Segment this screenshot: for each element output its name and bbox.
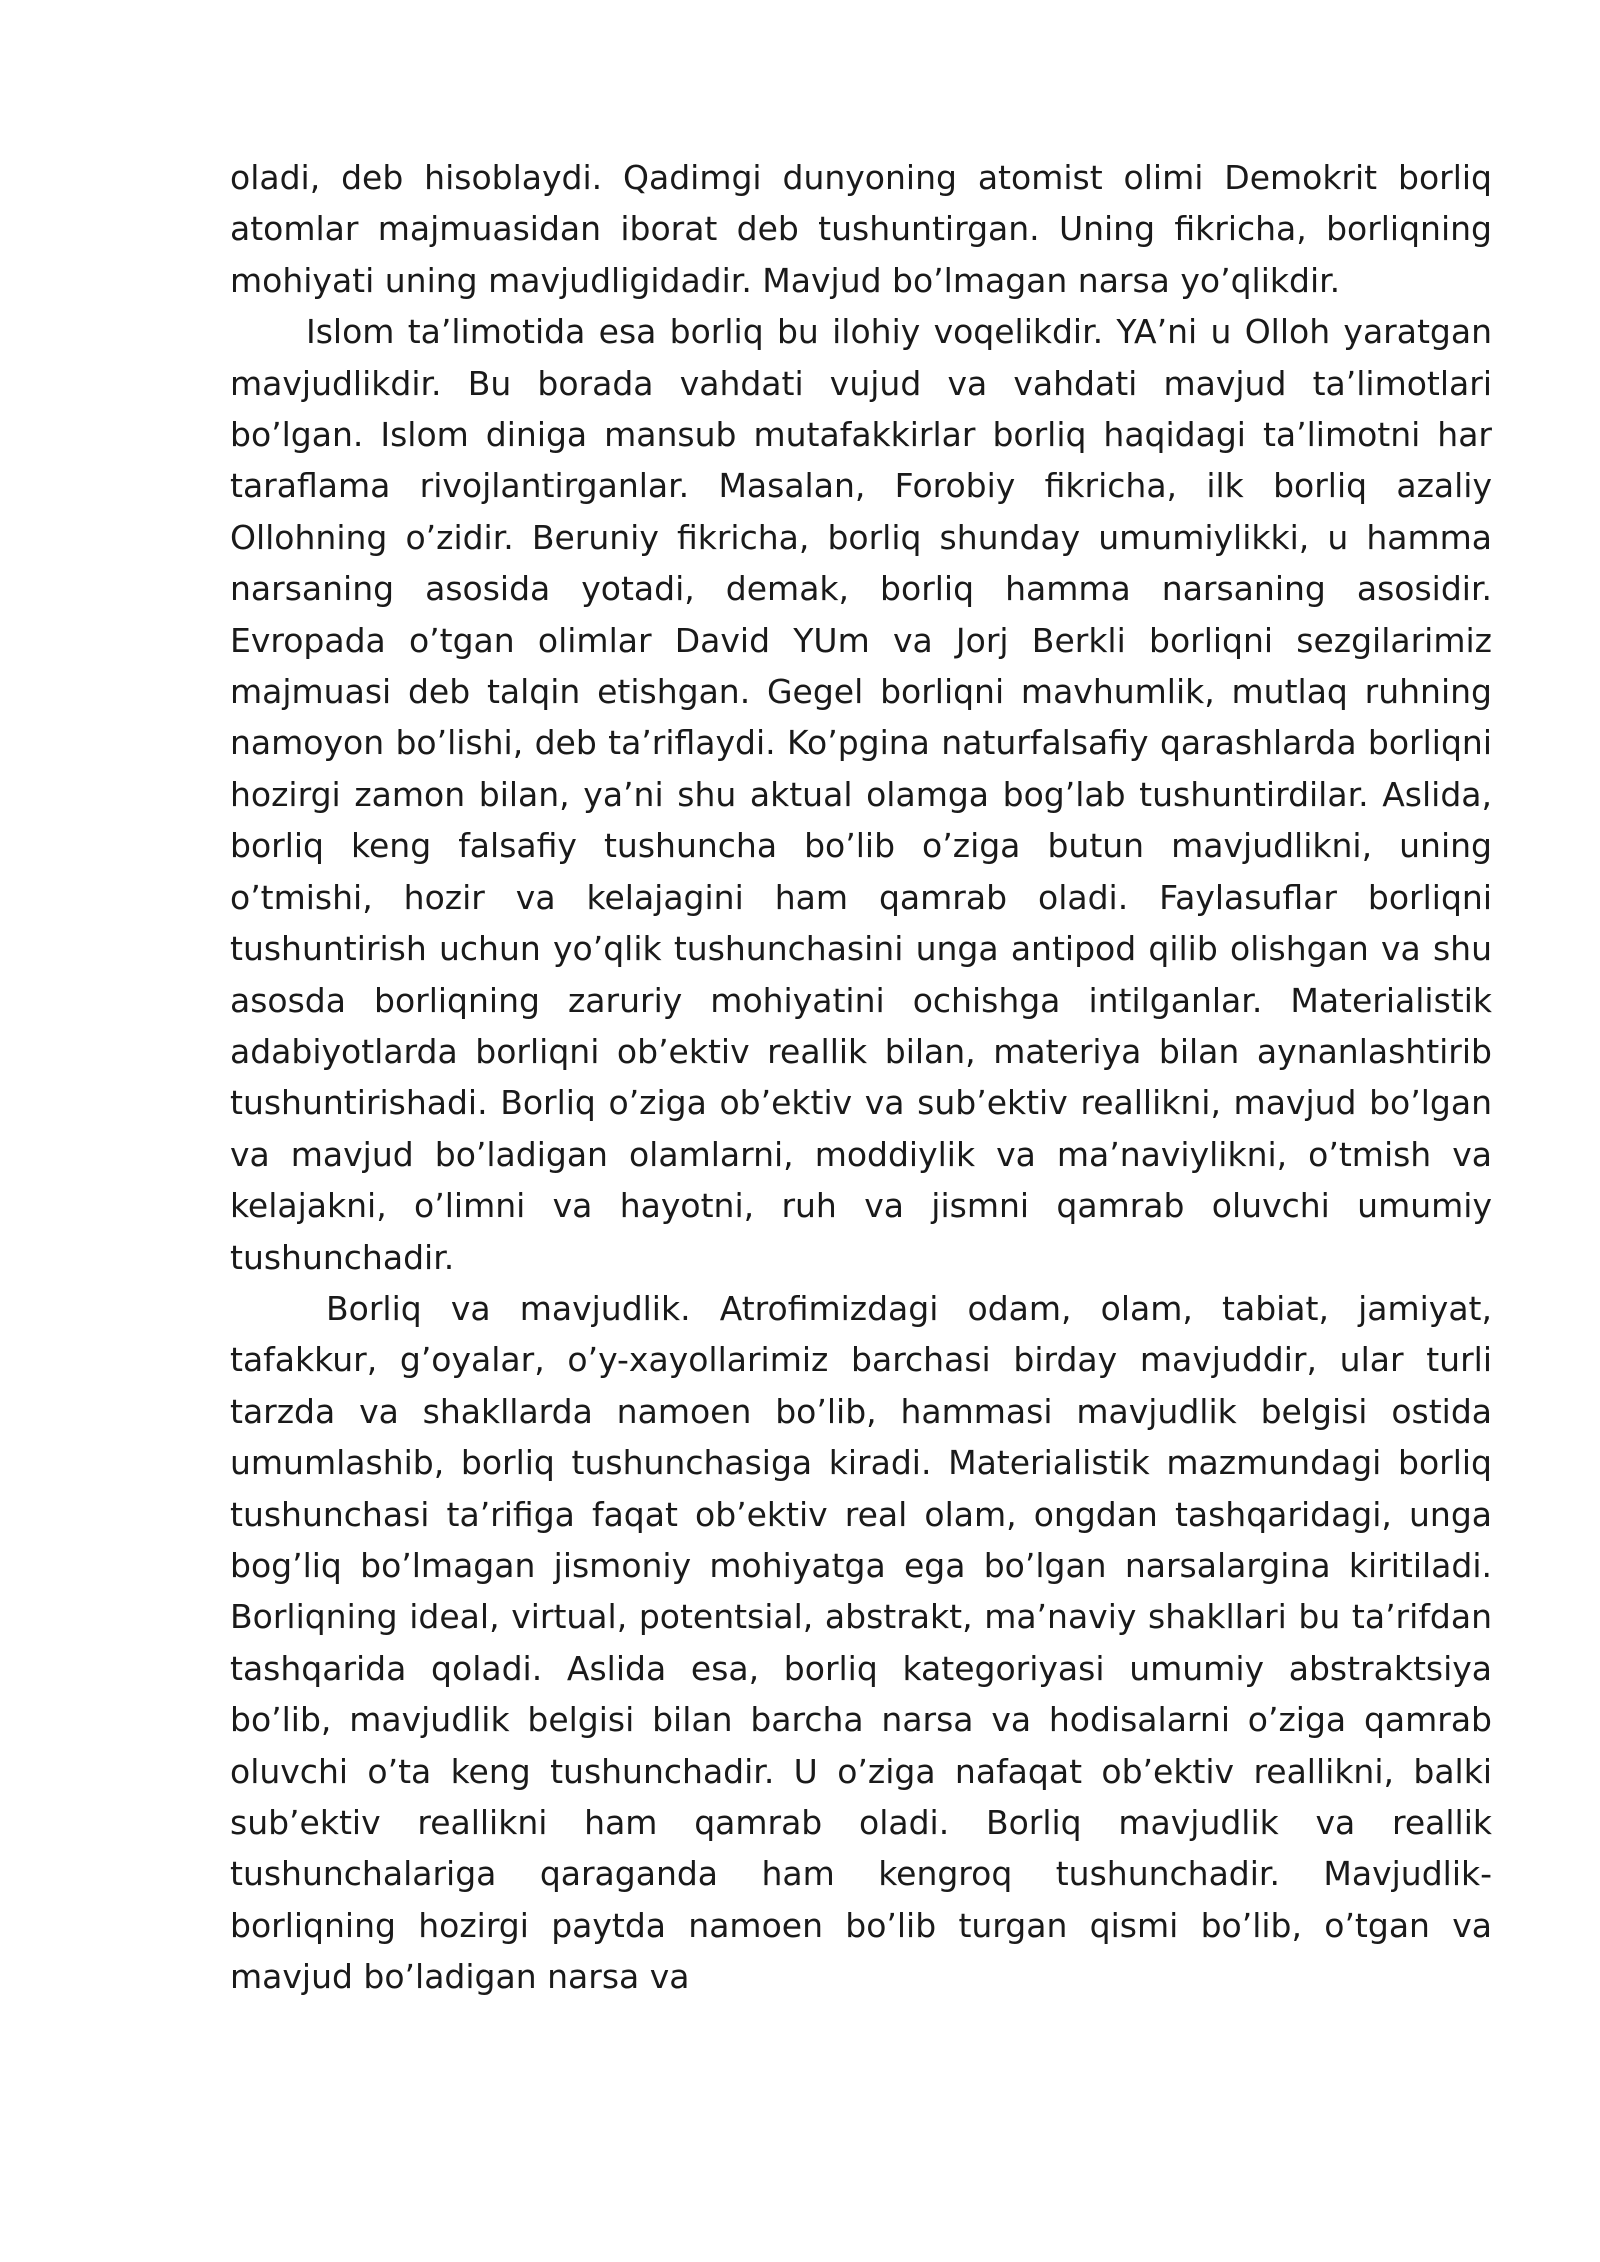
paragraph-islom: Islom ta’limotida esa borliq bu ilohiy voqelikdir. YA’ni u Olloh yaratgan mavjudlikdir. Bu borada vahdati vujud va vahdati mavjud ta’limotlari bo’lgan. Islom diniga mansub mutafakkirlar borliq haqidagi ta’limotni har taraflama rivojlantirganlar. Masalan, Forobiy fikricha, ilk borliq azaliy Ollohning o’zidir. Beruniy fikricha, borliq shunday umumiylikki, u hamma narsaning asosida yotadi, demak, borliq hamma narsaning asosidir. Evropada o’tgan olimlar David YUm va Jorj Berkli borliqni sezgilarimiz majmuasi deb talqin etishgan. Gegel borliqni mavhumlik, mutlaq ruhning namoyon bo’lishi, deb ta’riflaydi. Ko’pgina naturfalsafiy qarashlarda borliqni hozirgi zamon bilan, ya’ni shu aktual olamga bog’lab tushuntirdilar. Aslida, borliq keng falsafiy tushuncha bo’lib o’ziga butun mavjudlikni, uning o’tmishi, hozir va kelajagini ham qamrab oladi. Faylasuflar borliqni tushuntirish uchun yo’qlik tushunchasini unga antipod qilib olishgan va shu asosda borliqning zaruriy mohiyatini ochishga intilganlar. Materialistik adabiyotlarda borliqni ob’ektiv reallik bilan, materiya bilan aynanlashtirib tushuntirishadi. Borliq o’ziga ob’ektiv va sub’ektiv reallikni, mavjud bo’lgan va mavjud bo’ladigan olamlarni, moddiylik va ma’naviylikni, o’tmish va kelajakni, o’limni va hayotni, ruh va jismni qamrab oluvchi umumiy tushunchadir. bbox=[230, 312, 1492, 1277]
paragraph-continuation: oladi, deb hisoblaydi. Qadimgi dunyoning atomist olimi Demokrit borliq atomlar majmuasidan iborat deb tushuntirgan. Uning fikricha, borliqning mohiyati uning mavjudligidadir. Mavjud bo’lmagan narsa yo’qlikdir. bbox=[230, 158, 1492, 300]
paragraph-borliq-va-mavjudlik: Borliq va mavjudlik. Atrofimizdagi odam, olam, tabiat, jamiyat, tafakkur, g’oyalar, o’y-xayollarimiz barchasi birday mavjuddir, ular turli tarzda va shakllarda namoen bo’lib, hammasi mavjudlik belgisi ostida umumlashib, borliq tushunchasiga kiradi. Materialistik mazmundagi borliq tushunchasi ta’rifiga faqat ob’ektiv real olam, ongdan tashqaridagi, unga bog’liq bo’lmagan jismoniy mohiyatga ega bo’lgan narsalargina kiritiladi. Borliqning ideal, virtual, potentsial, abstrakt, ma’naviy shakllari bu ta’rifdan tashqarida qoladi. Aslida esa, borliq kategoriyasi umumiy abstraktsiya bo’lib, mavjudlik belgisi bilan barcha narsa va hodisalarni o’ziga qamrab oluvchi o’ta keng tushunchadir. U o’ziga nafaqat ob’ektiv reallikni, balki sub’ektiv reallikni ham qamrab oladi. Borliq mavjudlik va reallik tushunchalariga qaraganda ham kengroq tushunchadir. Mavjudlik-borliqning hozirgi paytda namoen bo’lib turgan qismi bo’lib, o’tgan va mavjud bo’ladigan narsa va bbox=[230, 1288, 1492, 1997]
body-text bbox=[230, 152, 1492, 2003]
